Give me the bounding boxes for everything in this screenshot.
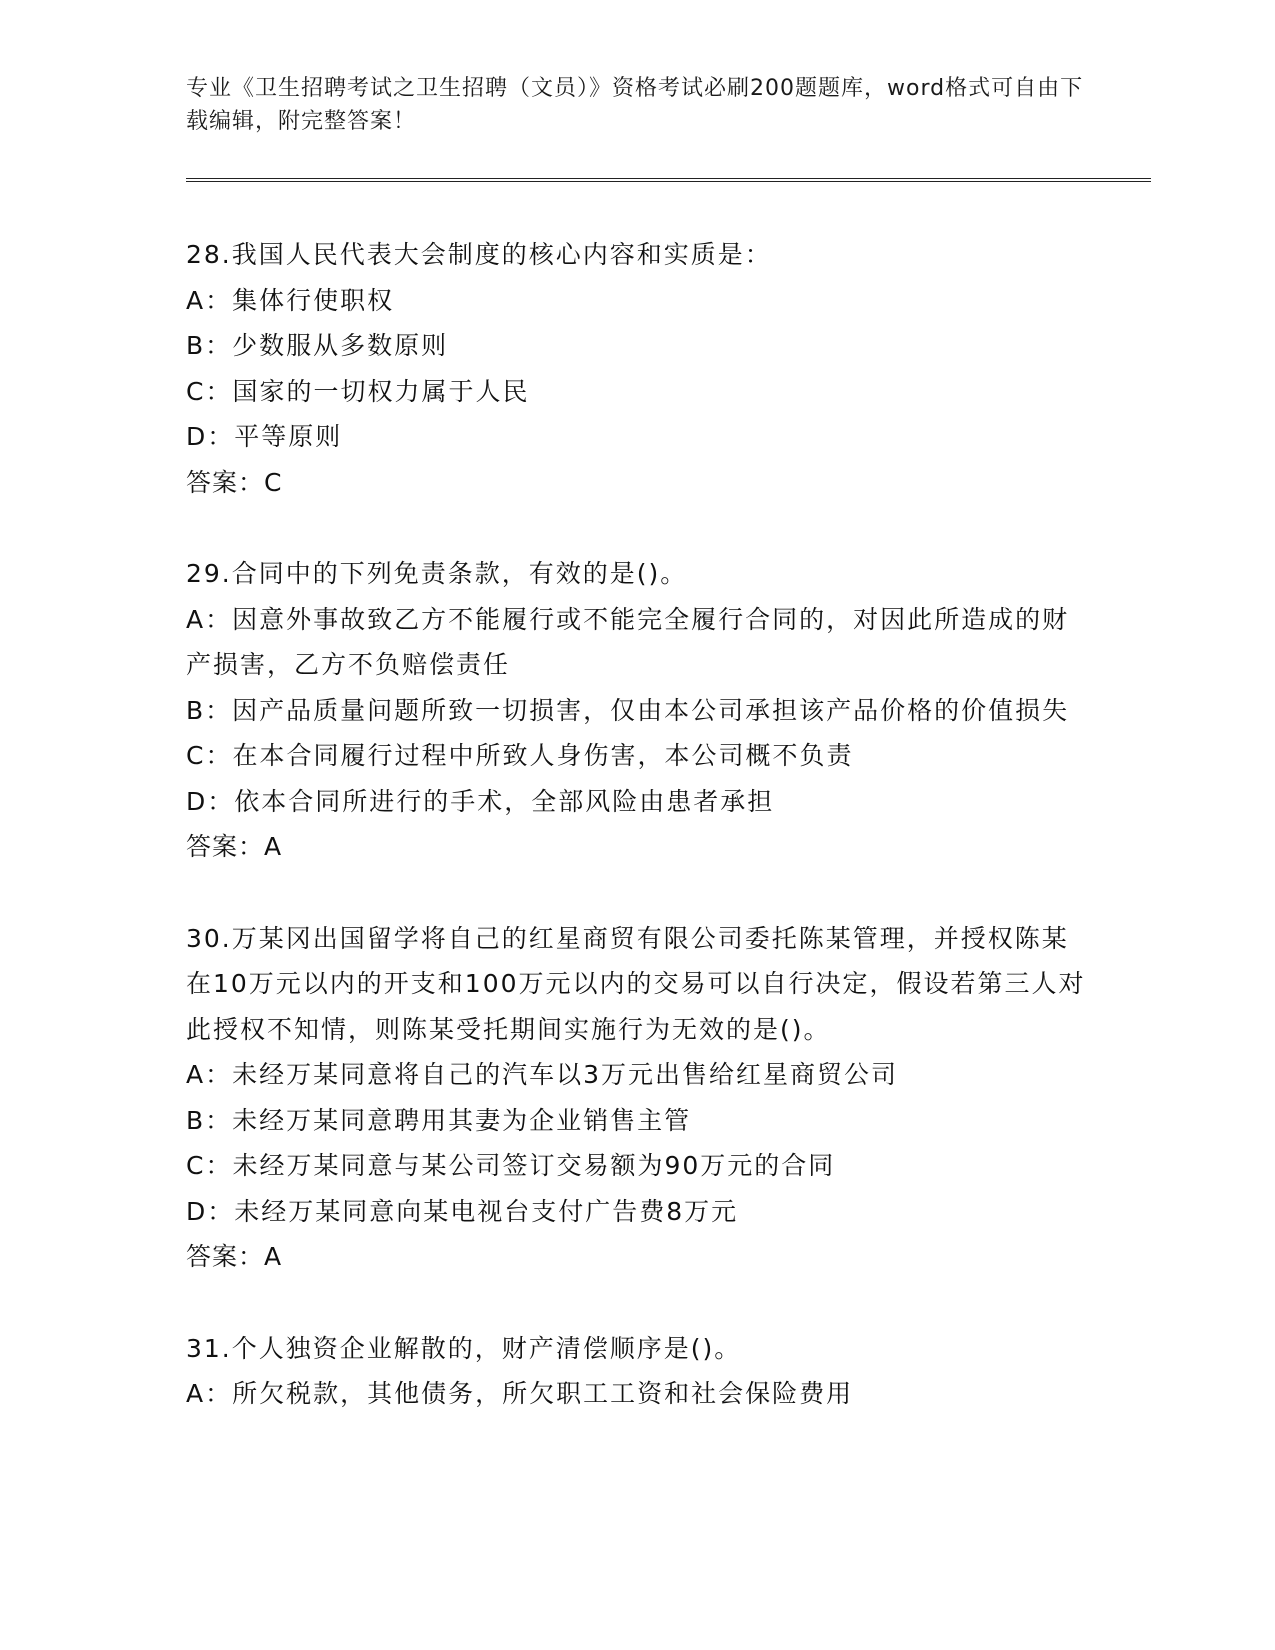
option-c: C：国家的一切权力属于人民: [186, 376, 530, 406]
question-stem: 28.我国人民代表大会制度的核心内容和实质是：: [186, 240, 772, 269]
option-a: A：所欠税款，其他债务，所欠职工工资和社会保险费用: [186, 1379, 854, 1408]
option-a: A：未经万某同意将自己的汽车以3万元出售给红星商贸公司: [186, 1060, 899, 1089]
option-d: D：平等原则: [186, 422, 343, 451]
option-c: C：在本合同履行过程中所致人身伤害，本公司概不负责: [186, 741, 854, 770]
option-b: B：因产品质量问题所致一切损害，仅由本公司承担该产品价格的价值损失: [186, 695, 1070, 725]
question-28: [186, 232, 1086, 505]
question-stem: 30.万某冈出国留学将自己的红星商贸有限公司委托陈某管理，并授权陈某在10万元以内的开支和100万元以内的交易可以自行决定，假设若第三人对此授权不知情，则陈某受托期间实施行为无效的是()。: [186, 923, 1086, 1044]
option-d: D：未经万某同意向某电视台支付广告费8万元: [186, 1196, 739, 1226]
answer-line: 答案：A: [186, 1242, 283, 1271]
option-a: A：因意外事故致乙方不能履行或不能完全履行合同的，对因此所造成的财产损害，乙方不负赔偿责任: [186, 604, 1070, 679]
question-30: [186, 916, 1086, 1280]
question-list: [186, 232, 1086, 1463]
option-c: C：未经万某同意与某公司签订交易额为90万元的合同: [186, 1151, 836, 1180]
question-29: [186, 551, 1086, 870]
option-b: B：未经万某同意聘用其妻为企业销售主管: [186, 1105, 692, 1135]
answer-line: 答案：C: [186, 467, 283, 497]
question-stem: 29.合同中的下列免责条款，有效的是()。: [186, 559, 688, 588]
question-31: [186, 1326, 1086, 1417]
header-divider: [186, 178, 1151, 182]
option-a: A：集体行使职权: [186, 285, 395, 315]
option-d: D：依本合同所进行的手术，全部风险由患者承担: [186, 786, 775, 816]
question-stem: 31.个人独资企业解散的，财产清偿顺序是()。: [186, 1333, 742, 1363]
option-b: B：少数服从多数原则: [186, 331, 449, 360]
page-header: 专业《卫生招聘考试之卫生招聘（文员）》资格考试必刷200题题库，word格式可自由下载编辑，附完整答案！: [186, 76, 1084, 134]
answer-line: 答案：A: [186, 832, 283, 861]
